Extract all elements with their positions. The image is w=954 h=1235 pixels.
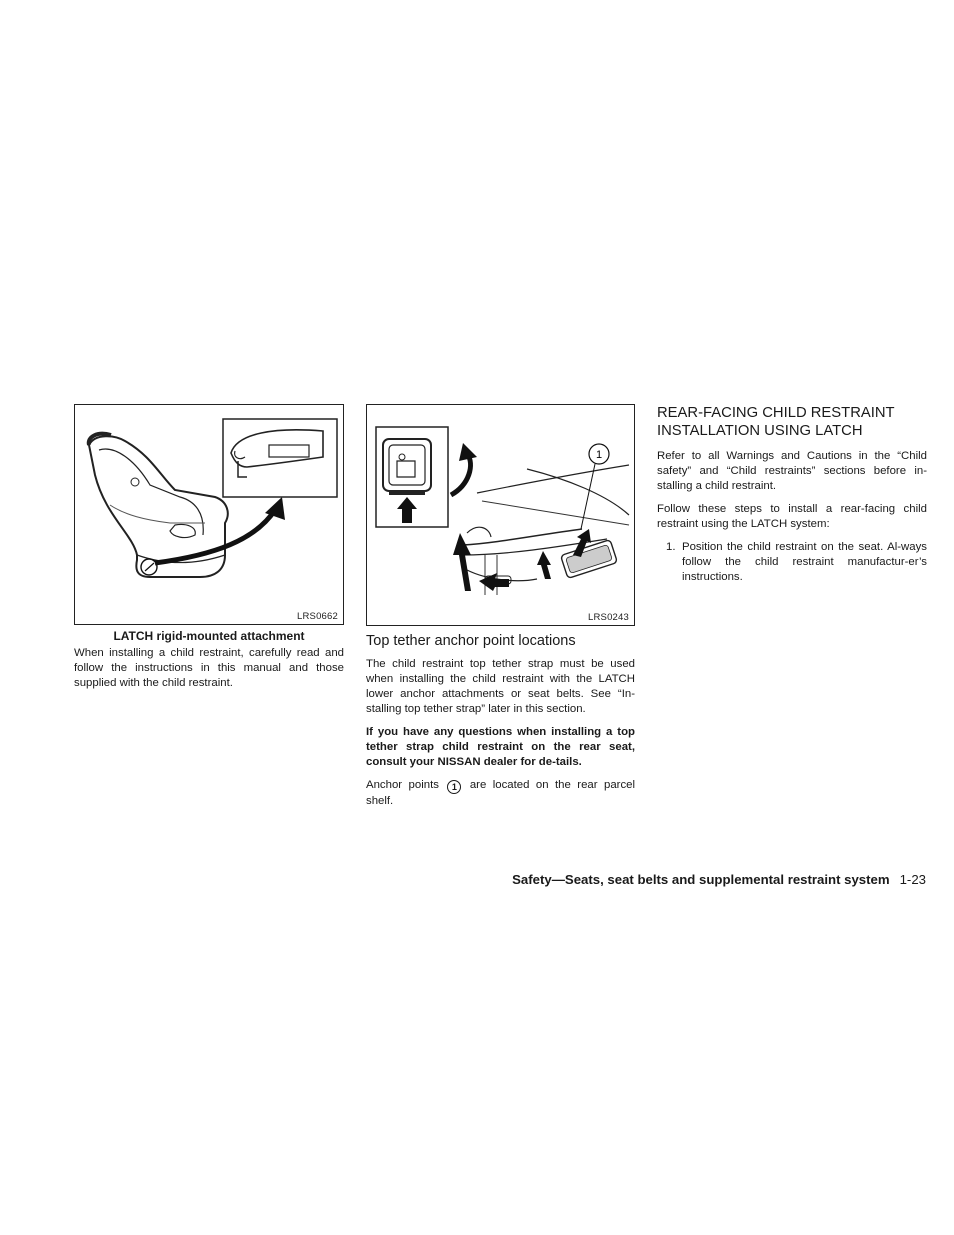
column-left (74, 404, 344, 699)
tether-anchor-illustration (367, 405, 636, 627)
list-item (666, 540, 927, 585)
section-title-line1: REAR-FACING CHILD RESTRAINT (657, 405, 895, 421)
section-heading: Top tether anchor point locations (366, 633, 576, 649)
section-title (657, 404, 927, 440)
footer-title: Safety—Seats, seat belts and supplemental restraint system (512, 872, 890, 887)
figure-code: LRS0662 (296, 611, 338, 622)
anchor-paragraph (366, 778, 635, 809)
column-right (657, 404, 927, 585)
figure-caption: LATCH rigid-mounted attachment (113, 629, 305, 643)
page-footer (512, 872, 926, 887)
callout-number: 1 (595, 449, 603, 461)
page-number: 1-23 (899, 872, 926, 887)
paragraph: Follow these steps to install a rear-facing child restraint using the LATCH system: (657, 503, 927, 530)
list-number: 1. (666, 541, 676, 553)
paragraph: The child restraint top tether strap must be used when installing the child restraint with the LATCH lower anchor attachments or seat belts. See “In-stalling top tether strap” later in this section. (366, 658, 635, 715)
figure-tether-anchor (366, 404, 635, 626)
section-title-line2: INSTALLATION USING LATCH (657, 423, 863, 439)
column-middle (366, 404, 635, 817)
list-text: Position the child restraint on the seat. Al-ways follow the child restraint manufactur-er’s instructions. (682, 541, 927, 583)
warning-paragraph: If you have any questions when installing a top tether strap child restraint on the rear seat, consult your NISSAN dealer for de-tails. (366, 726, 635, 768)
latch-seat-illustration (75, 405, 345, 626)
anchor-text-pre: Anchor points (366, 779, 439, 791)
anchor-text-post: are located on the rear parcel shelf. (366, 779, 636, 807)
callout-circle: 1 (447, 780, 461, 794)
paragraph: Refer to all Warnings and Cautions in the “Child safety” and “Child restraints” sections before in-stalling a child restraint. (657, 450, 927, 492)
figure-code: LRS0243 (587, 612, 629, 623)
paragraph: When installing a child restraint, carefully read and follow the instructions in this manual and those supplied with the child restraint. (74, 647, 344, 689)
figure-latch-attachment (74, 404, 344, 625)
